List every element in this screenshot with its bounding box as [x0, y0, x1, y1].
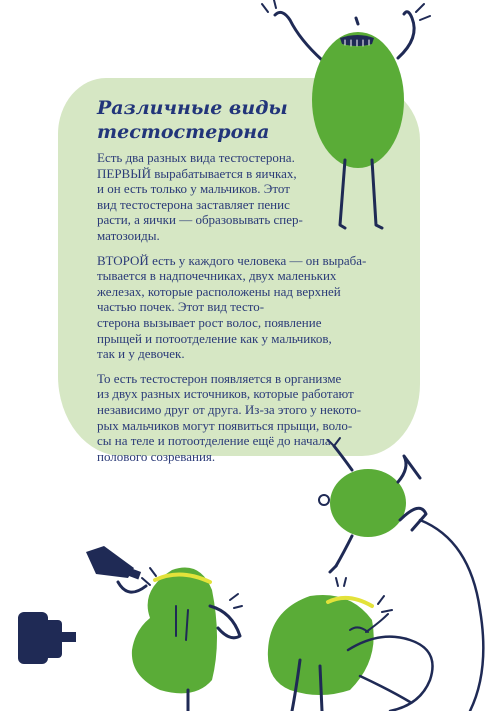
- text-line: железах, которые расположены над верхней: [97, 283, 341, 299]
- title-line: тестостерона: [97, 121, 270, 143]
- text-line: полового созревания.: [97, 448, 216, 464]
- text-line: стерона вызывает рост волос, появление: [97, 314, 322, 330]
- article-title: [97, 96, 407, 144]
- title-line: Различные виды: [97, 97, 288, 119]
- paragraph-summary: [97, 371, 407, 465]
- text-line: так и у девочек.: [97, 346, 185, 362]
- drinking-testosterone-character: [118, 568, 242, 711]
- weightlifting-testosterone-character: [268, 578, 433, 711]
- text-line: Есть два разных вида тестостерона.: [97, 150, 295, 165]
- bottle-icon: [86, 546, 141, 579]
- paragraph-second-type: [97, 253, 407, 362]
- text-line: ПЕРВЫЙ вырабатывается в яичках,: [97, 165, 297, 181]
- text-line: расти, а яички — образовывать спер-: [97, 212, 303, 228]
- text-line: и он есть только у мальчиков. Этот: [97, 181, 290, 197]
- text-line: То есть тестостерон появляется в организме: [97, 370, 342, 386]
- article-text: [97, 96, 407, 473]
- text-line: тывается в надпочечниках, двух маленьких: [97, 268, 337, 284]
- text-line: вид тестостерона заставляет пенис: [97, 196, 290, 212]
- text-line: ВТОРОЙ есть у каждого человека — он выраба-: [97, 252, 367, 268]
- text-line: прыщей и потоотделение как у мальчиков,: [97, 330, 332, 346]
- text-line: независимо друг от друга. Из-за этого у некото-: [97, 401, 362, 417]
- text-line: сы на теле и потоотделение ещё до начала: [97, 433, 331, 449]
- text-line: из двух разных источников, которые работают: [97, 386, 354, 402]
- paragraph-first-type: [97, 150, 407, 244]
- text-line: матозоиды.: [97, 227, 160, 243]
- text-line: рых мальчиков могут появиться прыщи, воло-: [97, 417, 353, 433]
- dumbbell-icon: [18, 612, 76, 664]
- text-line: частью почек. Этот вид тесто-: [97, 299, 265, 315]
